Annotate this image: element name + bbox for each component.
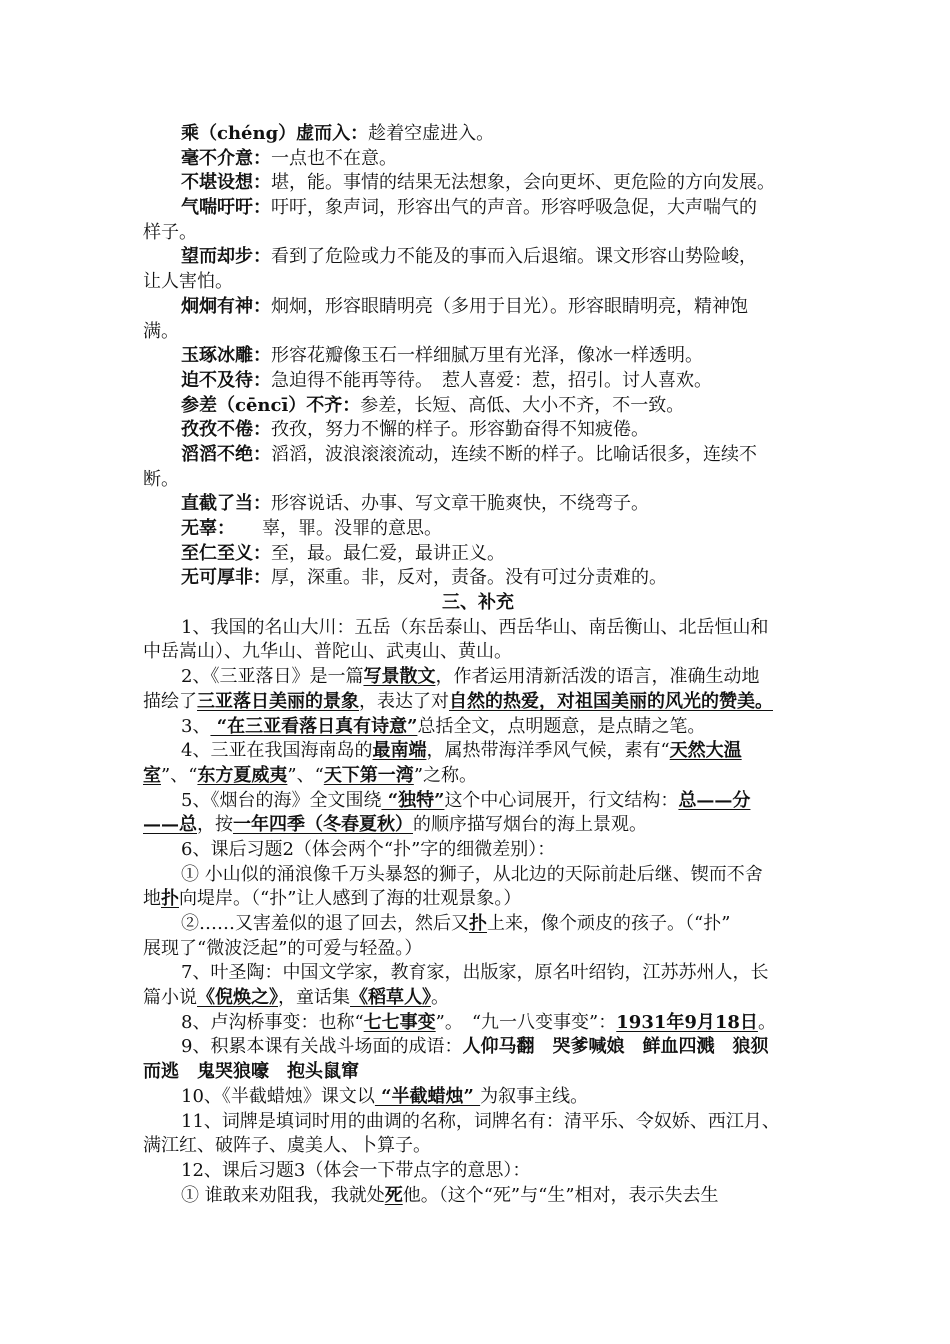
- text-line: [143, 887, 813, 912]
- text-span: 看到了危险或力不能及的事而入后退缩。课文形容山势险峻，: [271, 246, 757, 268]
- text-span: 孜孜，努力不懈的样子。形容勤奋得不知疲倦。: [271, 419, 649, 441]
- text-span: 趁着空虚进入。: [368, 123, 495, 144]
- text-line: [143, 122, 813, 147]
- text-line: [143, 394, 813, 419]
- text-line: [143, 171, 813, 196]
- term-label: 滔滔不绝：: [181, 443, 271, 465]
- text-span: 10、《半截蜡烛》课文以: [181, 1085, 375, 1107]
- text-line: [143, 789, 813, 814]
- text-line: [143, 1159, 813, 1184]
- text-span: ”、“: [287, 764, 324, 786]
- text-line: [143, 1184, 813, 1209]
- text-line: [143, 912, 813, 937]
- text-line: [143, 937, 813, 962]
- emphasized-text: 最南端: [372, 740, 427, 762]
- emphasized-text: “在三亚看落日真有诗意”: [210, 715, 418, 737]
- emphasized-text: 扑: [469, 913, 487, 934]
- text-span: 厚，深重。非，反对，责备。没有可过分责难的。: [271, 567, 667, 589]
- text-span: 为叙事主线。: [480, 1085, 589, 1107]
- text-line: [143, 1011, 813, 1036]
- text-line: [143, 369, 813, 394]
- text-span: 12、课后习题3（体会一下带点字的意思）：: [181, 1159, 531, 1181]
- text-line: [143, 492, 813, 517]
- emphasized-text: 天下第一湾: [323, 764, 414, 786]
- text-line: [143, 739, 813, 764]
- term-label: 至仁至义：: [181, 542, 271, 564]
- emphasized-text: 七七事变: [363, 1011, 436, 1033]
- text-span: 描绘了: [143, 690, 197, 712]
- text-span: 至，最。最仁爱，最讲正义。: [271, 542, 505, 564]
- term-label: 迫不及待：: [181, 369, 271, 391]
- text-span: ① 小山似的涌浪像千万头暴怒的狮子，从北边的天际前赴后继、锲而不舍: [181, 863, 763, 885]
- term-label: 炯炯有神：: [181, 295, 271, 317]
- text-line: [143, 320, 813, 345]
- text-line: [143, 1085, 813, 1110]
- text-span: ，属热带海洋季风气候，素有“: [426, 740, 670, 762]
- text-span: ，童话集: [278, 987, 350, 1009]
- term-label: 而逃 鬼哭狼嚎 抱头鼠窜: [143, 1061, 359, 1083]
- text-span: ，作者运用清新活泼的语言，准确生动地: [435, 666, 760, 688]
- text-line: [143, 1110, 813, 1135]
- emphasized-text: 室: [143, 764, 161, 786]
- text-span: 断。: [143, 468, 179, 490]
- term-label: 人仰马翻 哭爹喊娘 鲜血四溅 狼狈: [462, 1036, 769, 1058]
- emphasized-text: 三亚落日美丽的景象: [197, 690, 359, 712]
- term-label: 无辜：: [181, 518, 226, 539]
- text-line: [143, 566, 813, 591]
- emphasized-text: 《倪焕之》: [197, 987, 278, 1009]
- text-line: [143, 468, 813, 493]
- text-span: 1、我国的名山大川：五岳（东岳泰山、西岳华山、南岳衡山、北岳恒山和: [181, 616, 769, 638]
- term-label: 无可厚非：: [181, 567, 271, 589]
- text-line: [143, 443, 813, 468]
- text-line: [143, 690, 813, 715]
- text-span: 3、: [181, 715, 211, 737]
- emphasized-text: 东方夏威夷: [197, 764, 288, 786]
- text-line: [143, 542, 813, 567]
- text-line: [143, 665, 813, 690]
- text-span: ，表达了对: [359, 690, 449, 712]
- text-line: [143, 616, 813, 641]
- text-line: [143, 295, 813, 320]
- text-line: [143, 838, 813, 863]
- text-line: [143, 715, 813, 740]
- text-span: 8、卢沟桥事变：也称“: [181, 1011, 364, 1033]
- text-span: 上来，像个顽皮的孩子。（“扑”: [487, 913, 731, 934]
- emphasized-text: 扑: [161, 888, 179, 910]
- emphasized-text: “独特”: [381, 789, 445, 811]
- text-span: 满江红、破阵子、虞美人、卜算子。: [143, 1135, 431, 1157]
- text-line: [143, 270, 813, 295]
- text-span: 总括全文，点明题意，是点睛之笔。: [417, 715, 706, 737]
- text-line: [143, 147, 813, 172]
- emphasized-text: 总——分: [678, 789, 751, 811]
- text-span: 篇小说: [143, 987, 197, 1009]
- emphasized-text: 死: [384, 1184, 403, 1206]
- text-span: 辜，罪。没罪的意思。: [226, 518, 442, 539]
- text-span: 向堤岸。（“扑”让人感到了海的壮观景象。）: [179, 888, 522, 910]
- section-heading: [143, 591, 813, 616]
- emphasized-text: “半截蜡烛”: [374, 1085, 481, 1107]
- emphasized-text: 1931年9月18日: [616, 1011, 758, 1033]
- text-span: 滔滔，波浪滚滚流动，连续不断的样子。比喻话很多，连续不: [271, 443, 757, 465]
- text-span: 样子。: [143, 221, 197, 243]
- text-line: [143, 1035, 813, 1060]
- text-span: 5、《烟台的海》全文围绕: [181, 789, 382, 811]
- text-span: ②……又害羞似的退了回去，然后又: [181, 913, 469, 934]
- emphasized-text: ——总: [143, 814, 197, 836]
- text-line: [143, 1134, 813, 1159]
- term-label: 三、补充: [442, 592, 514, 614]
- emphasized-text: 天然大温: [669, 740, 742, 762]
- text-span: 炯炯，形容眼睛明亮（多用于目光）。形容眼睛明亮，精神饱: [271, 295, 748, 317]
- text-span: ”。 “九一八变事变”：: [435, 1011, 617, 1033]
- text-line: [143, 418, 813, 443]
- term-label: 孜孜不倦：: [181, 419, 271, 441]
- text-span: ① 谁敢来劝阻我，我就处: [181, 1184, 385, 1206]
- text-line: [143, 640, 813, 665]
- text-span: 吁吁，象声词，形容出气的声音。形容呼吸急促，大声喘气的: [271, 197, 757, 219]
- emphasized-text: 自然的热爱，对祖国美丽的风光的赞美。: [449, 690, 773, 712]
- text-line: [143, 1060, 813, 1085]
- text-span: 地: [143, 888, 161, 910]
- text-span: 这个中心词展开，行文结构：: [444, 789, 679, 811]
- text-span: 6、课后习题2（体会两个“扑”字的细微差别）：: [181, 838, 556, 860]
- text-span: 展现了“微波泛起”的可爱与轻盈。）: [143, 937, 423, 959]
- term-label: 望而却步：: [181, 246, 271, 268]
- emphasized-text: 一年四季（冬春夏秋）: [233, 814, 413, 836]
- text-span: 他。（这个“死”与“生”相对，表示失去生: [402, 1184, 719, 1206]
- text-span: 。: [431, 987, 449, 1009]
- text-span: 形容花瓣像玉石一样细腻万里有光泽，像冰一样透明。: [271, 345, 703, 367]
- text-line: [143, 863, 813, 888]
- text-line: [143, 764, 813, 789]
- term-label: 不堪设想：: [181, 172, 271, 194]
- text-line: [143, 344, 813, 369]
- text-span: 4、三亚在我国海南岛的: [181, 740, 373, 762]
- emphasized-text: 《稻草人》: [350, 987, 431, 1009]
- text-span: 让人害怕。: [143, 271, 233, 293]
- emphasized-text: 写景散文: [363, 666, 436, 688]
- text-span: 的顺序描写烟台的海上景观。: [413, 814, 647, 836]
- text-span: 急迫得不能再等待。 惹人喜爱：惹，招引。讨人喜欢。: [271, 369, 712, 391]
- text-span: ，按: [197, 814, 233, 836]
- text-line: [143, 517, 813, 542]
- document-page: [143, 122, 813, 1208]
- text-span: 。: [757, 1011, 776, 1033]
- text-span: 堪，能。事情的结果无法想象，会向更坏、更危险的方向发展。: [271, 172, 775, 194]
- text-span: 7、叶圣陶：中国文学家，教育家，出版家，原名叶绍钧，江苏苏州人，长: [181, 962, 769, 984]
- text-line: [143, 245, 813, 270]
- text-span: ”之称。: [413, 764, 478, 786]
- text-span: ”、“: [161, 764, 198, 786]
- term-label: 乘（chéng）虚而入：: [181, 123, 369, 144]
- text-line: [143, 196, 813, 221]
- text-line: [143, 813, 813, 838]
- text-span: 一点也不在意。: [271, 147, 397, 169]
- term-label: 气喘吁吁：: [181, 197, 271, 219]
- text-span: 满。: [143, 320, 179, 342]
- text-span: 参差，长短、高低、大小不齐，不一致。: [360, 394, 685, 416]
- term-label: 直截了当：: [181, 493, 271, 515]
- text-span: 11、词牌是填词时用的曲调的名称，词牌名有：清平乐、令奴娇、西江月、: [181, 1110, 780, 1132]
- text-line: [143, 961, 813, 986]
- text-span: 形容说话、办事、写文章干脆爽快，不绕弯子。: [271, 493, 649, 515]
- text-span: 9、积累本课有关战斗场面的成语：: [181, 1036, 463, 1058]
- term-label: 玉琢冰雕：: [181, 345, 271, 367]
- text-span: 2、《三亚落日》是一篇: [181, 666, 364, 688]
- text-line: [143, 221, 813, 246]
- text-span: 中岳嵩山）、九华山、普陀山、武夷山、黄山。: [143, 641, 512, 663]
- term-label: 参差（cēncī）不齐：: [181, 394, 361, 416]
- text-line: [143, 986, 813, 1011]
- term-label: 毫不介意：: [181, 147, 271, 169]
